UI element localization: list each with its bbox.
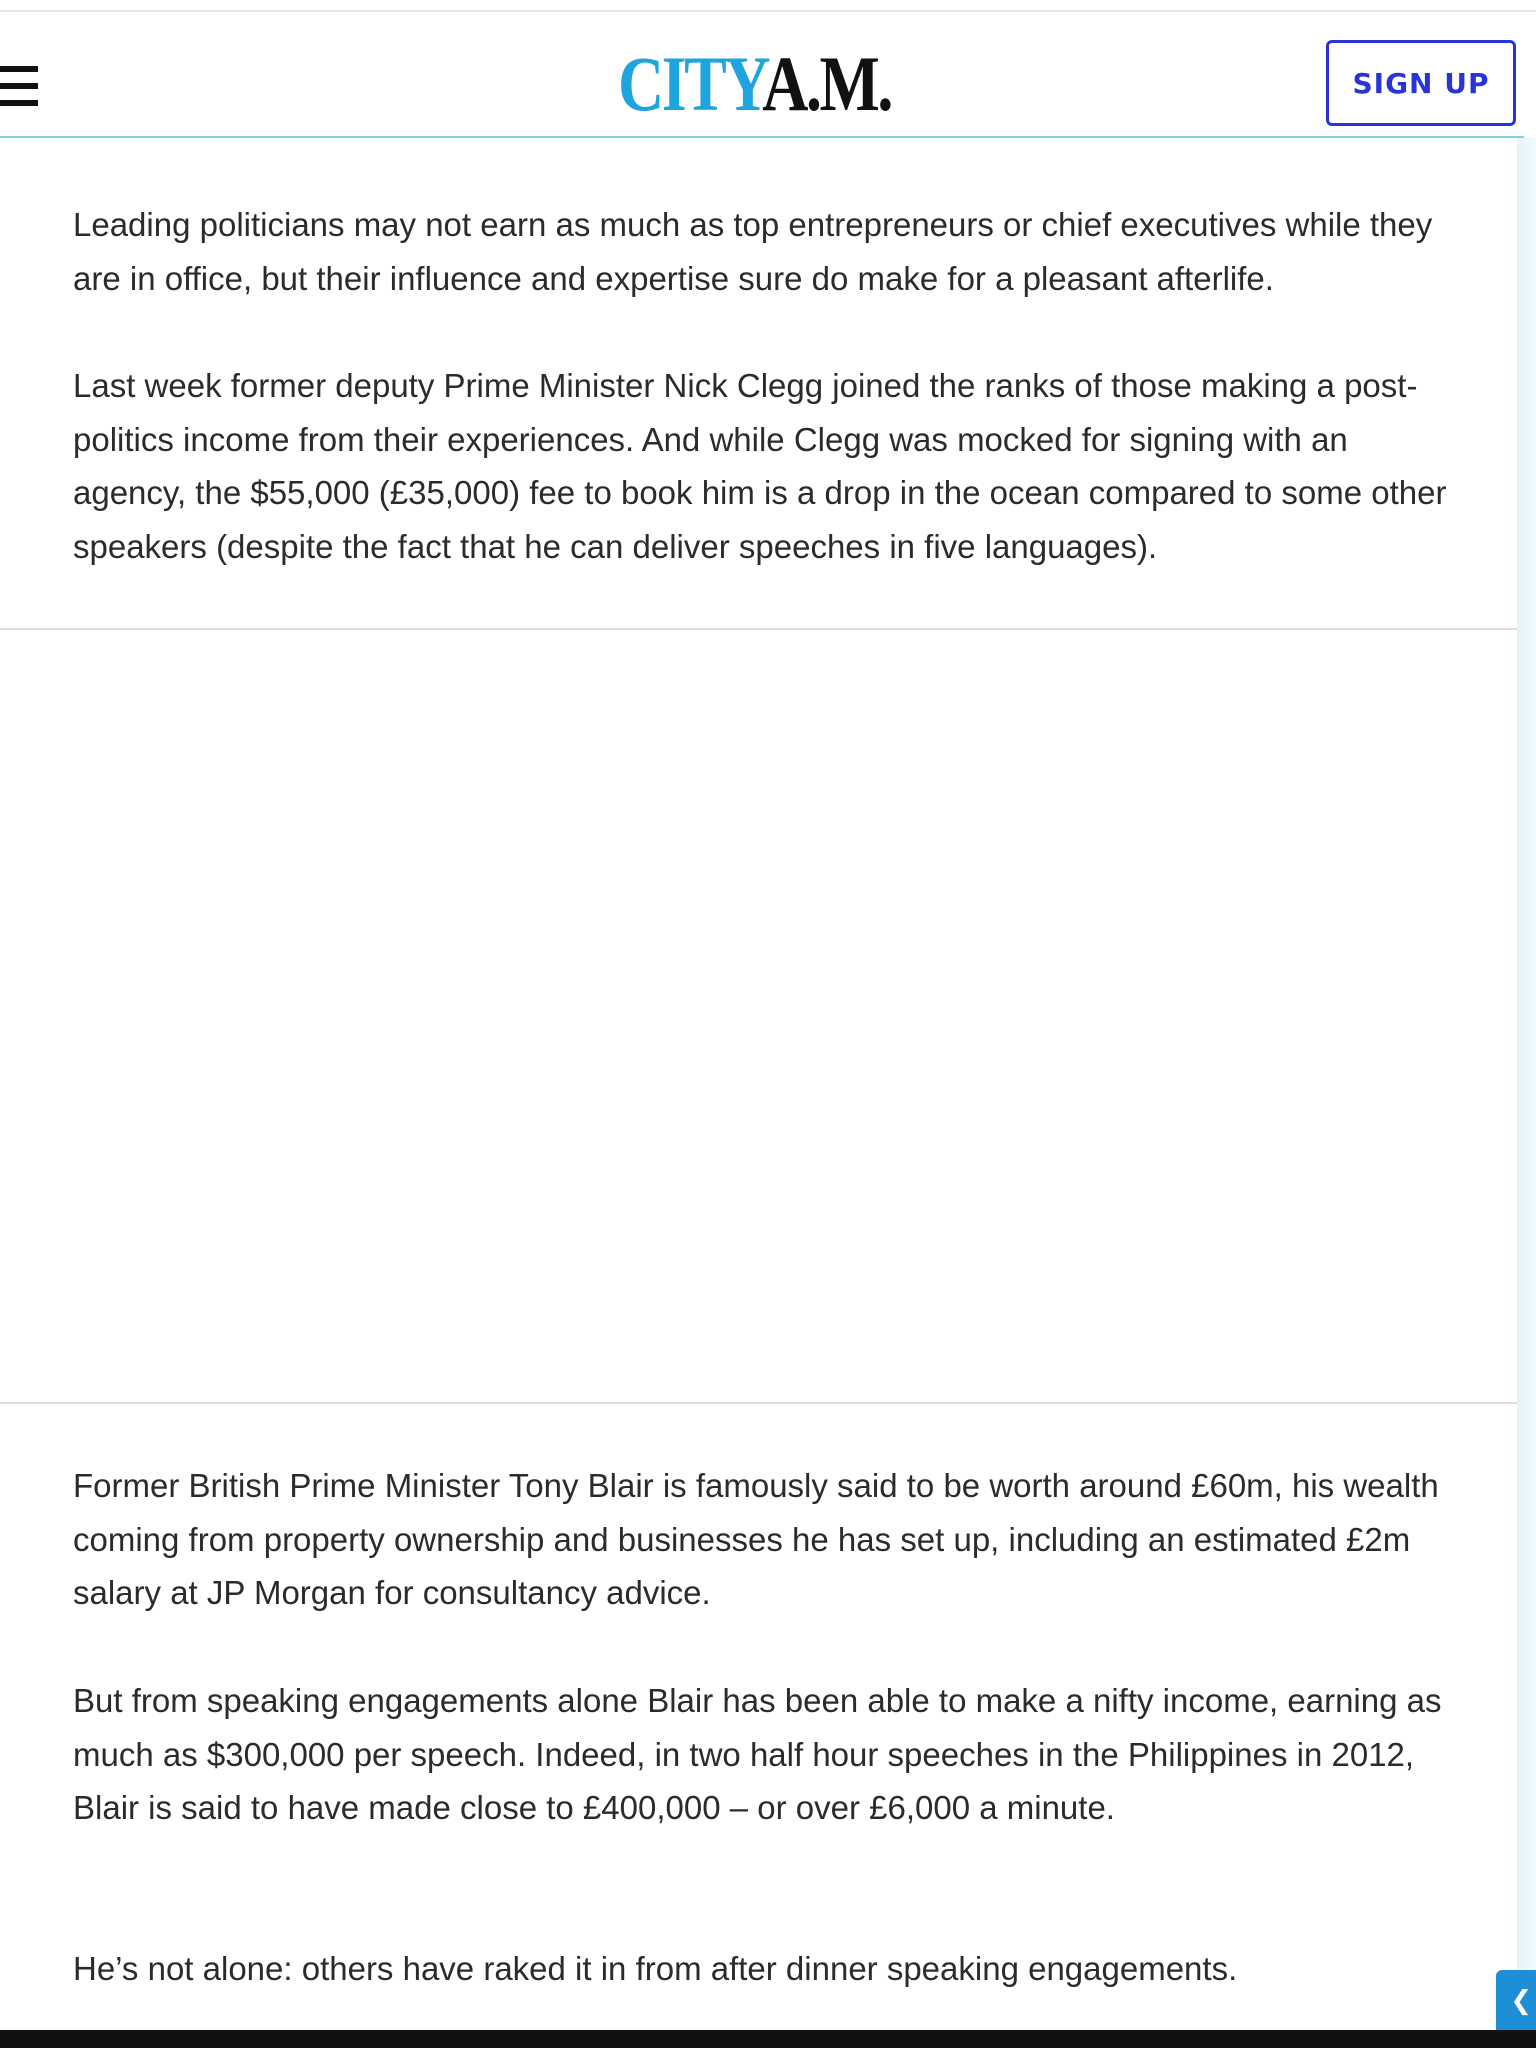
article-paragraph: [73, 1674, 1453, 1835]
article-paragraph-4: But from speaking engagements alone Blair has been able to make a nifty income, earning as much as $300,000 per speech. Indeed, in two half hour speeches in the Philippines in 2012, Blair is said to have made close to £400,000 – or over £6,000 a minute.: [73, 1682, 1442, 1826]
chevron-left-icon: ❮: [1510, 1984, 1532, 2015]
ad-divider-bottom: [0, 1402, 1517, 1404]
scrollbar-track[interactable]: [1517, 138, 1536, 2030]
article-paragraph: [73, 359, 1453, 573]
bottom-system-bar: [0, 2030, 1536, 2048]
article-paragraph-5: He’s not alone: others have raked it in from after dinner speaking engagements.: [73, 1950, 1238, 1987]
article-paragraph-1: Leading politicians may not earn as much as top entrepreneurs or chief executives while they are in office, but their influence and expertise sure do make for a pleasant afterlife.: [73, 206, 1433, 297]
article-paragraph-3: Former British Prime Minister Tony Blair is famously said to be worth around £60m, his wealth coming from property ownership and businesses he has set up, including an estimated £2m salary at JP Morgan for consultancy advice.: [73, 1467, 1439, 1611]
article-paragraph: [73, 198, 1453, 305]
article-paragraph: [73, 1942, 1453, 1996]
site-logo[interactable]: [618, 40, 891, 127]
article-paragraph: [73, 1459, 1453, 1620]
sign-up-button[interactable]: SIGN UP: [1326, 40, 1516, 126]
hamburger-menu-icon[interactable]: [0, 66, 38, 108]
logo-am-text: A.M.: [762, 40, 891, 127]
article-paragraph-2: Last week former deputy Prime Minister Nick Clegg joined the ranks of those making a post-politics income from their experiences. And while Clegg was mocked for signing with an agency, the $55,000 (£35,000) fee to book him is a drop in the ocean compared to some other speakers (despite the fact that he can deliver speeches in five languages).: [73, 367, 1447, 565]
header-divider: [0, 136, 1524, 138]
logo-city-text: CITY: [618, 40, 763, 127]
site-header: [0, 12, 1536, 136]
floating-action-button[interactable]: [1496, 1970, 1536, 2030]
advertisement-slot: [0, 630, 1517, 1402]
